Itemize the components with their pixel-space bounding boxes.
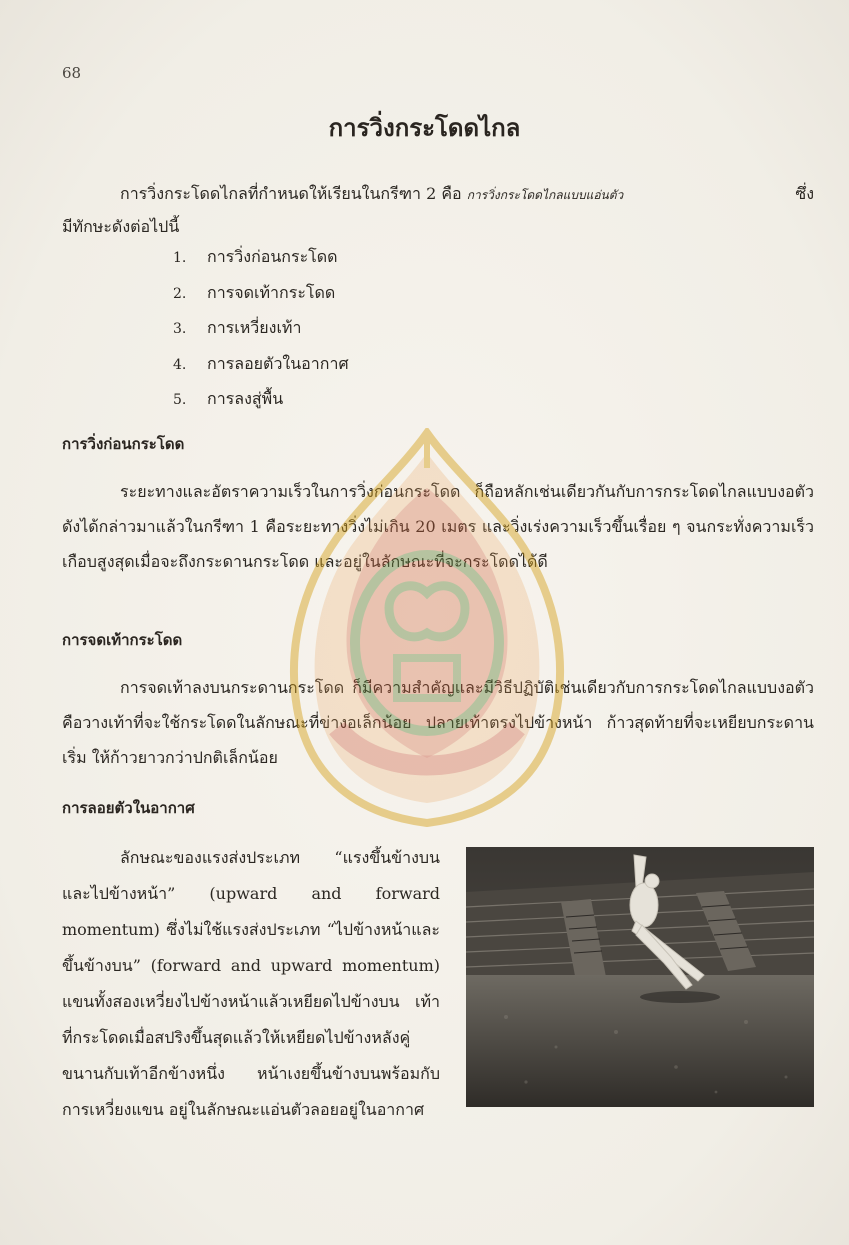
photo-illustration [466, 847, 814, 1107]
section-heading-takeoff: การจดเท้ากระโดด [62, 631, 183, 649]
intro-italic-term: การวิ่งกระโดดไกลแบบแอ่นตัว [466, 188, 624, 202]
list-item-label: การจดเท้ากระโดด [207, 282, 336, 302]
list-item-number: 3. [173, 321, 187, 337]
list-item [173, 347, 349, 383]
list-item [173, 382, 349, 418]
list-item [173, 240, 349, 276]
list-item-number: 5. [173, 392, 187, 408]
list-item-label: การลอยตัวในอากาศ [207, 353, 349, 373]
intro-line-1-start [120, 178, 623, 211]
section-body-takeoff: การจดเท้าลงบนกระดานกระโดด ก็มีความสำคัญและมีวิธีปฏิบัติเช่นเดียวกับการกระโดดไกลแบบงอตัว คือวางเท้าที่จะใช้กระโดดในลักษณะที่ข่างอเล็กน้อย ปลายเท้าตรงไปข้างหน้า ก้าวสุดท้ายที่จะเหยียบกระดานเริ่ม ให้ก้าวยาวกว่าปกติเล็กน้อย [62, 678, 814, 767]
intro-text: การวิ่งกระโดดไกลที่กำหนดให้เรียนในกรีฑา 2 คือ [120, 184, 462, 203]
intro-paragraph [62, 178, 814, 243]
list-item-label: การเหวี่ยงเท้า [207, 318, 302, 337]
list-item-number: 1. [173, 250, 187, 266]
intro-line-1-end: ซึ่ง [795, 184, 814, 203]
list-item-number: 4. [173, 356, 187, 373]
page-title: การวิ่งกระโดดไกล [328, 113, 521, 142]
list-item [173, 311, 349, 347]
section-body-flight: ลักษณะของแรงส่งประเภท “แรงขึ้นข้างบน และไปข้างหน้า” (upward and forward momentum) ซึ่งไม่ใช้แรงส่งประเภท “ไปข้างหน้าและขึ้นข้างบน” (forward and upward momentum) แขนทั้งสองเหวี่ยงไปข้างหน้าแล้วเหยียดไปข้างบน เท้าที่กระโดดเมื่อสปริงขึ้นสุดแล้วให้เหยียดไปข้างหลังคู่ขนานกับเท้าอีกข้างหนึ่ง หน้าเงยขึ้นข้างบนพร้อมกับการเหวี่ยงแขน อยู่ในลักษณะแอ่นตัวลอยอยู่ในอากาศ [62, 848, 440, 1119]
intro-line-1 [62, 178, 814, 211]
intro-line-2: มีทักษะดังต่อไปนี้ [62, 217, 180, 236]
skill-list [173, 240, 349, 418]
section-heading-flight: การลอยตัวในอากาศ [62, 799, 195, 817]
list-item-number: 2. [173, 285, 187, 302]
list-item-label: การลงสู่พื้น [207, 389, 284, 408]
page-number: 68 [62, 64, 82, 82]
section-body-run: ระยะทางและอัตราความเร็วในการวิ่งก่อนกระโดด ก็ถือหลักเช่นเดียวกันกับการกระโดดไกลแบบงอตัวดังได้กล่าวมาแล้วในกรีฑา 1 คือระยะทางวิ่งไม่เกิน 20 เมตร และวิ่งเร่งความเร็วขึ้นเรื่อย ๆ จนกระทั่งความเร็วเกือบสูงสุดเมื่อจะถึงกระดานกระโดด และอยู่ในลักษณะที่จะกระโดดได้ดี [62, 482, 814, 571]
long-jump-athlete-photo [466, 847, 814, 1107]
list-item [173, 276, 349, 312]
list-item-label: การวิ่งก่อนกระโดด [207, 247, 338, 266]
section-heading-run: การวิ่งก่อนกระโดด [62, 435, 185, 453]
